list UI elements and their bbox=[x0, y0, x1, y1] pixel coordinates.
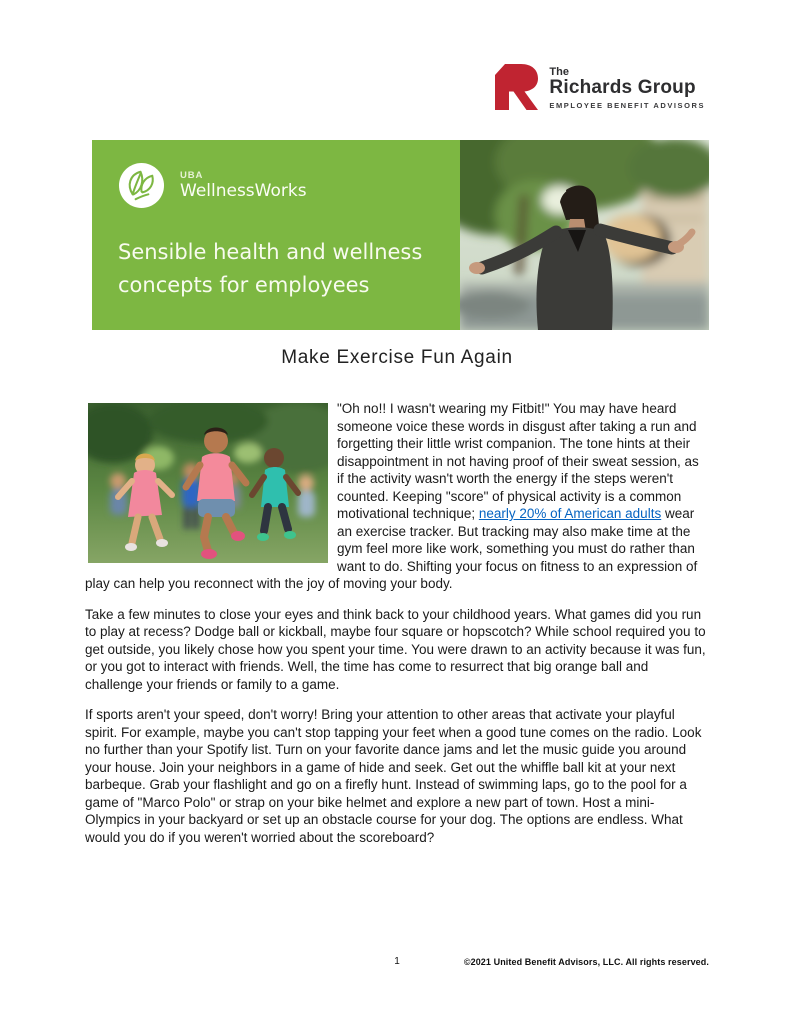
logo-the-text: The bbox=[549, 66, 569, 78]
paragraph-1-text-after-link: wear an exercise tracker. But tracking may also make time at the gym feel more like work, something you must do rather than want to do. Shifting your focus on fitness to an expression of play can help you reconnect with the joy of moving your body. bbox=[85, 506, 698, 591]
article-title: Make Exercise Fun Again bbox=[281, 347, 513, 368]
banner-headline-line1: Sensible health and wellness bbox=[118, 240, 423, 264]
uba-wellnessworks-logo bbox=[118, 162, 442, 209]
paragraph-1 bbox=[85, 400, 709, 593]
richards-group-wordmark bbox=[549, 60, 705, 110]
banner-headline bbox=[118, 236, 442, 302]
uba-text: UBA bbox=[180, 170, 204, 181]
richards-r-mark-icon bbox=[490, 60, 540, 112]
paragraph-3: If sports aren't your speed, don't worry! Bring your attention to other areas that activate your playful spirit. For example, maybe you can't stop tapping your feet when a good tune comes on the radio. Look no further than your Spotify list. Turn on your favorite dance jams and let the music guide you around your house. Join your neighbors in a game of hide and seek. Get out the whiffle ball kit at your next barbeque. Grab your flashlight and go on a firefly hunt. Instead of swimming laps, go to the pool for a game of "Marco Polo" or strap on your bike helmet and explore a new part of town. Host a mini-Olympics in your backyard or set up an obstacle course for your dog. The options are endless. What would you do if you weren't worried about the scoreboard? bbox=[85, 707, 702, 845]
woman-arms-outstretched-photo bbox=[460, 140, 709, 330]
leaf-icon bbox=[118, 162, 165, 209]
american-adults-stat-link[interactable]: nearly 20% of American adults bbox=[478, 506, 662, 521]
banner-headline-line2: concepts for employees bbox=[118, 273, 370, 297]
paragraph-2: Take a few minutes to close your eyes and think back to your childhood years. What games did you run to play at recess? Dodge ball or kickball, maybe four square or hopscotch? While school required you to get outside, you likely chose how you spent your time. You were drawn to an activity because it was fun, or you got to interact with friends. Well, the time has come to resurrect that big orange ball and challenge your friends or family to a game. bbox=[85, 606, 706, 692]
paragraph-1-text-before-link: "Oh no!! I wasn't wearing my Fitbit!" You may have heard someone voice these words in disgust after taking a run and forgetting their little wrist companion. The tone hints at their disappointment in not having proof of their sweat session, as if the activity wasn't worth the energy if the steps weren't counted. Keeping "score" of physical activity is a common motivational technique; bbox=[337, 401, 699, 521]
richards-group-logo bbox=[490, 60, 705, 112]
wellnessworks-wordmark bbox=[180, 170, 307, 201]
wellnessworks-text: WellnessWorks bbox=[180, 181, 307, 201]
article bbox=[85, 347, 709, 859]
logo-name-text: Richards Group bbox=[549, 77, 696, 98]
banner-green-panel bbox=[92, 140, 460, 330]
kids-running-photo bbox=[88, 403, 328, 563]
copyright-text: ©2021 United Benefit Advisors, LLC. All rights reserved. bbox=[463, 957, 709, 967]
page-footer bbox=[85, 956, 709, 972]
logo-tagline-text: EMPLOYEE BENEFIT ADVISORS bbox=[549, 101, 705, 110]
page-number: 1 bbox=[394, 956, 400, 967]
wellnessworks-banner bbox=[92, 140, 709, 330]
